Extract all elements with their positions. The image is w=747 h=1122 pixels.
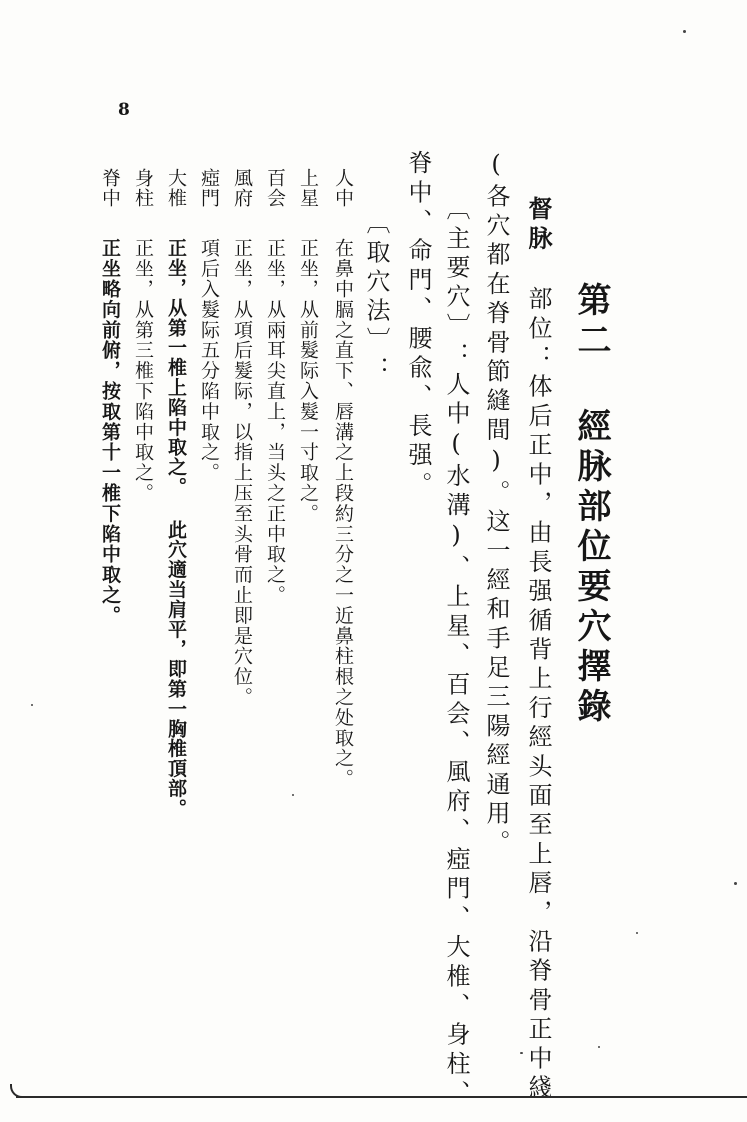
scan-speck <box>598 1046 600 1048</box>
meridian-name: 督脉 <box>524 196 553 255</box>
meridian-position-line-1: 部位：体后正中，由長强循背上行經头面至上唇，沿脊骨正中綫 <box>524 286 552 1104</box>
scan-speck <box>734 882 737 885</box>
entry-name-baihui: 百会 <box>264 168 286 208</box>
scan-speck <box>520 1052 523 1054</box>
entry-text-shenzhu: 正坐，从第三椎下陷中取之。 <box>132 238 154 504</box>
entry-name-dazhui: 大椎 <box>165 168 187 208</box>
main-points-line-1: 〔主要穴〕：人中(水溝)、上星、百会、風府、瘂門、大椎、身柱、 <box>442 196 470 1110</box>
scan-speck <box>683 30 686 33</box>
entry-name-shenzhu: 身柱 <box>132 168 154 208</box>
entry-text-shangxing: 正坐，从前髮际入髮一寸取之。 <box>297 238 319 524</box>
entry-text-jizhong: 正坐略向前俯，按取第十一椎下陷中取之。 <box>99 238 121 626</box>
entry-text-renzhong: 在鼻中膈之直下、唇溝之上段約三分之一近鼻柱根之处取之。 <box>332 238 354 789</box>
page-number: 8 <box>118 100 130 120</box>
scan-speck <box>31 704 33 706</box>
scan-speck <box>636 932 638 934</box>
scan-speck <box>292 794 294 796</box>
page-title: 第二 經脉部位要穴擇錄 <box>571 282 611 728</box>
entry-name-yamen: 瘂門 <box>198 168 220 208</box>
entry-name-shangxing: 上星 <box>297 168 319 208</box>
entry-text-baihui: 正坐，从兩耳尖直上，当头之正中取之。 <box>264 238 286 606</box>
entry-text-dazhui: 正坐，从第一椎上陷中取之。 此穴適当肩平，即第一胸椎頂部。 <box>165 238 187 819</box>
entry-name-renzhong: 人中 <box>332 168 354 208</box>
entry-name-fengfu: 風府 <box>231 168 253 208</box>
meridian-position-line-2: (各穴都在脊骨節縫間)。这一經和手足三陽經通用。 <box>482 150 510 859</box>
entry-name-jizhong: 脊中 <box>99 168 121 208</box>
main-points-line-2: 脊中、命門、腰兪、長强。 <box>404 150 432 501</box>
entry-text-yamen: 項后入髮际五分陷中取之。 <box>198 238 220 483</box>
method-heading: 〔取穴法〕： <box>362 210 390 386</box>
page-bottom-rule <box>16 1096 747 1098</box>
entry-text-fengfu: 正坐，从項后髮际，以指上压至头骨而止即是穴位。 <box>231 238 253 708</box>
